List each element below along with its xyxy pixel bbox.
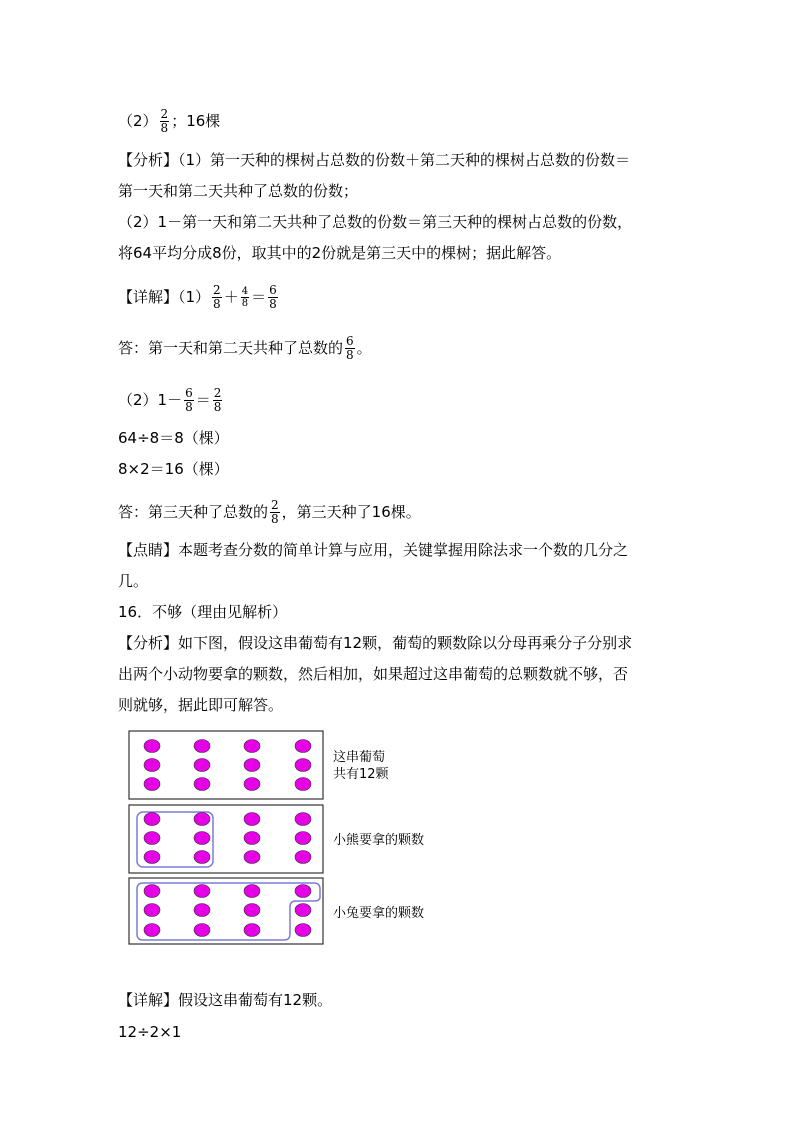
analysis1-line4: 将64平均分成8份，取其中的2份就是第三天中的棵树；据此解答。 [118,244,562,262]
frac-denominator: 8 [271,512,279,526]
pointer-line2: 几。 [118,572,149,590]
grape-dot [244,924,260,937]
frac-denominator: 8 [160,121,169,135]
pointer-line1: 【点睛】本题考查分数的简单计算与应用，关键掌握用除法求一个数的几分之 [118,541,629,559]
part2-prefix: （2） [118,112,158,130]
answer2-end: ，第三天种了16棵。 [281,503,421,521]
frac-denominator: 8 [241,298,249,309]
analysis16-line1: 【分析】如下图，假设这串葡萄有12颗，葡萄的颗数除以分母再乘分子分别求 [118,634,633,652]
grape-dot [144,813,160,826]
grape-dot [194,832,210,845]
calc2-prefix: （2）1－ [118,391,183,409]
grape-dot [244,851,260,864]
analysis1-line2: 第一天和第二天共种了总数的份数； [118,182,359,200]
calc16-line: 12÷2×1 [118,1023,182,1041]
frac-numerator: 4 [241,286,249,297]
grape-dot [295,759,311,772]
frac-numerator: 2 [160,107,169,121]
frac-numerator: 6 [185,386,193,400]
grape-dot [144,851,160,864]
frac-numerator: 6 [269,283,277,297]
row1-label-line1: 这串葡萄 [333,750,386,765]
grape-dot [194,759,210,772]
part2-suffix: ；16棵 [171,112,221,130]
frac-denominator: 8 [346,348,354,362]
grape-dot [144,924,160,937]
answer1-end: 。 [356,339,372,357]
frac-denominator: 8 [185,400,193,414]
plus-sign: ＋ [223,288,239,306]
grape-dot [144,885,160,898]
row1-label-line2: 共有12颗 [333,767,389,782]
detail1-prefix: 【详解】（1） [118,288,211,306]
grape-dot [194,904,210,917]
grape-dot [144,778,160,791]
answer1-text: 答：第一天和第二天共种了总数的 [118,339,344,357]
grape-dot [244,832,260,845]
grape-dot [194,813,210,826]
answer2-text: 答：第三天种了总数的 [118,503,269,521]
equals-sign: ＝ [195,391,211,409]
grape-dot [144,740,160,753]
row3-label: 小兔要拿的颗数 [333,906,425,921]
calc3-line: 64÷8＝8（棵） [118,429,229,447]
grape-dot [295,885,311,898]
frac-numerator: 2 [213,283,221,297]
grape-dot [295,740,311,753]
frac-denominator: 8 [269,297,277,311]
rabbit-group-outline [137,883,320,940]
equals-sign: ＝ [251,288,267,306]
detail16-line: 【详解】假设这串葡萄有12颗。 [118,991,333,1009]
grape-dot [144,904,160,917]
grape-dot [244,813,260,826]
grape-dot [295,813,311,826]
frac-denominator: 8 [213,297,221,311]
grape-dot [244,885,260,898]
grape-dot [295,832,311,845]
analysis16-line3: 则就够，据此即可解答。 [118,696,284,714]
grape-dot [295,778,311,791]
analysis16-line2: 出两个小动物要拿的颗数，然后相加，如果超过这串葡萄的总颗数就不够，否 [118,665,629,683]
calc4-line: 8×2＝16（棵） [118,460,229,478]
grape-dot [194,851,210,864]
grape-dot [244,778,260,791]
analysis1-line3: （2）1－第一天和第二天共种了总数的份数＝第三天种的棵树占总数的份数， [118,213,633,231]
grape-dot [194,740,210,753]
grape-dot [144,832,160,845]
grape-dot [194,778,210,791]
grape-dot [194,924,210,937]
analysis1-line1: 【分析】（1）第一天种的棵树占总数的份数＋第二天种的棵树占总数的份数＝ [118,151,631,169]
frac-denominator: 8 [213,400,222,414]
grape-dot [244,759,260,772]
grape-dot [295,924,311,937]
grape-dot [244,904,260,917]
grape-dot [295,904,311,917]
grape-dot [295,851,311,864]
question16-title: 16．不够（理由见解析） [118,603,288,621]
frac-numerator: 2 [213,386,222,400]
row2-label: 小熊要拿的颗数 [333,833,425,848]
grape-dot [144,759,160,772]
frac-numerator: 6 [346,334,354,348]
grape-dot [194,885,210,898]
frac-numerator: 2 [271,498,279,512]
grape-dot [244,740,260,753]
